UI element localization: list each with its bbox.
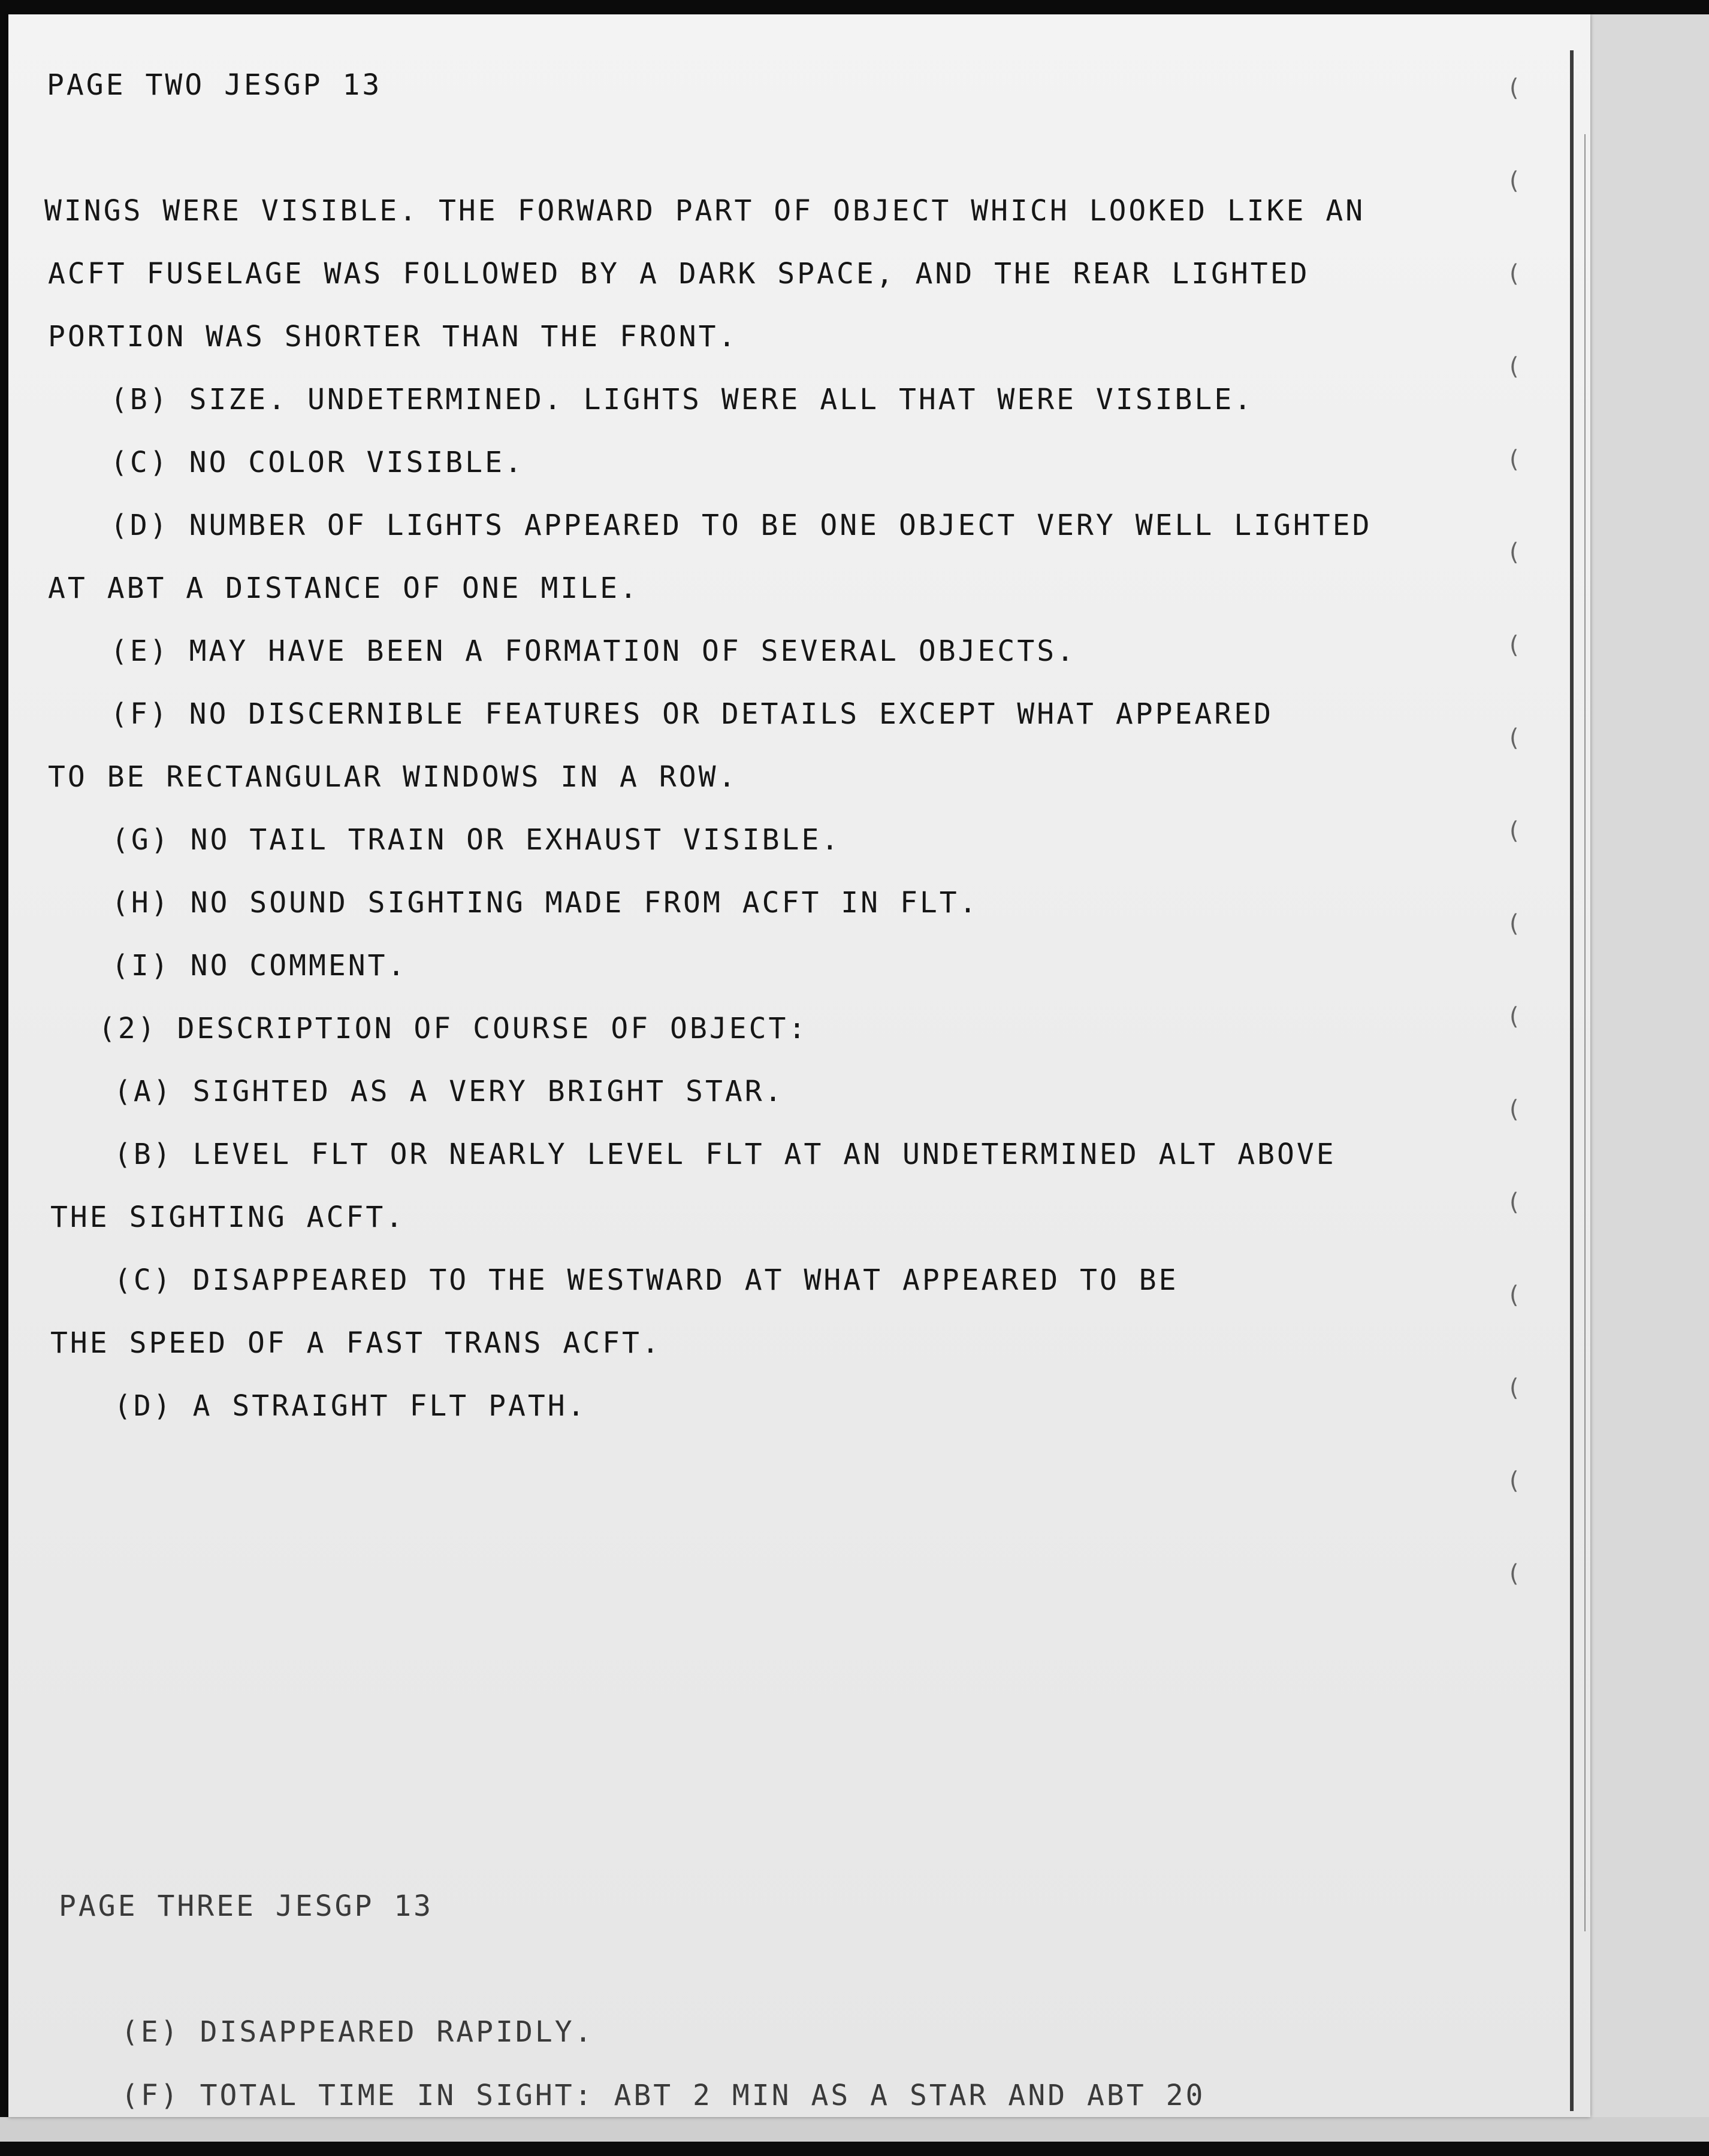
scan-margin-bottom (0, 2117, 1709, 2142)
body-line: THE SIGHTING ACFT. (50, 1201, 406, 1234)
body-line: (D) NUMBER OF LIGHTS APPEARED TO BE ONE OBJECT VERY WELL LIGHTED (110, 509, 1372, 542)
body-line: AT ABT A DISTANCE OF ONE MILE. (48, 571, 639, 605)
margin-mark: ( (1506, 167, 1521, 195)
margin-mark: ( (1506, 539, 1521, 566)
margin-mark: ( (1506, 1003, 1521, 1030)
margin-mark: ( (1506, 260, 1521, 288)
scan-margin-right (1590, 14, 1709, 2142)
margin-mark: ( (1506, 724, 1521, 752)
margin-mark: ( (1506, 1281, 1521, 1309)
teletype-page (8, 14, 1590, 2117)
body-line: (F) NO DISCERNIBLE FEATURES OR DETAILS EXCEPT WHAT APPEARED (110, 697, 1274, 731)
margin-mark: ( (1506, 817, 1521, 845)
body-line: (B) LEVEL FLT OR NEARLY LEVEL FLT AT AN UNDETERMINED ALT ABOVE (114, 1138, 1336, 1171)
margin-mark: ( (1506, 910, 1521, 938)
margin-mark: ( (1506, 74, 1521, 102)
body-line: (C) NO COLOR VISIBLE. (110, 446, 524, 479)
body-line: (A) SIGHTED AS A VERY BRIGHT STAR. (114, 1075, 784, 1108)
margin-mark: ( (1506, 1189, 1521, 1216)
margin-mark: ( (1506, 1374, 1521, 1402)
body-line: TO BE RECTANGULAR WINDOWS IN A ROW. (48, 760, 738, 794)
margin-mark: ( (1506, 353, 1521, 380)
body-line: (D) A STRAIGHT FLT PATH. (114, 1389, 587, 1423)
margin-mark: ( (1506, 1096, 1521, 1123)
page-three-header: PAGE THREE JESGP 13 (59, 1889, 434, 1923)
body-line: WINGS WERE VISIBLE. THE FORWARD PART OF OBJECT WHICH LOOKED LIKE AN (44, 194, 1366, 228)
body-line: THE SPEED OF A FAST TRANS ACFT. (50, 1326, 662, 1360)
body-line: (G) NO TAIL TRAIN OR EXHAUST VISIBLE. (111, 823, 841, 857)
body-line: (2) DESCRIPTION OF COURSE OF OBJECT: (98, 1012, 808, 1045)
margin-marks (1506, 14, 1542, 2156)
body-line: ACFT FUSELAGE WAS FOLLOWED BY A DARK SPACE, AND THE REAR LIGHTED (48, 257, 1310, 291)
margin-mark: ( (1506, 631, 1521, 659)
margin-mark: ( (1506, 446, 1521, 473)
edge-line (1584, 134, 1586, 1931)
margin-mark: ( (1506, 1467, 1521, 1495)
body-line: (F) TOTAL TIME IN SIGHT: ABT 2 MIN AS A STAR AND ABT 20 (121, 2079, 1206, 2112)
body-line: (E) DISAPPEARED RAPIDLY. (121, 2015, 594, 2049)
body-line: (E) MAY HAVE BEEN A FORMATION OF SEVERAL OBJECTS. (110, 634, 1077, 668)
body-line: PORTION WAS SHORTER THAN THE FRONT. (48, 320, 738, 353)
page-two-header: PAGE TWO JESGP 13 (47, 68, 382, 102)
body-line: (C) DISAPPEARED TO THE WESTWARD AT WHAT APPEARED TO BE (114, 1263, 1179, 1297)
body-line: (B) SIZE. UNDETERMINED. LIGHTS WERE ALL THAT WERE VISIBLE. (110, 383, 1254, 416)
perforation-rule (1570, 50, 1574, 2111)
body-line: (I) NO COMMENT. (111, 949, 407, 982)
margin-mark: ( (1506, 1560, 1521, 1587)
body-line: (H) NO SOUND SIGHTING MADE FROM ACFT IN FLT. (111, 886, 979, 920)
